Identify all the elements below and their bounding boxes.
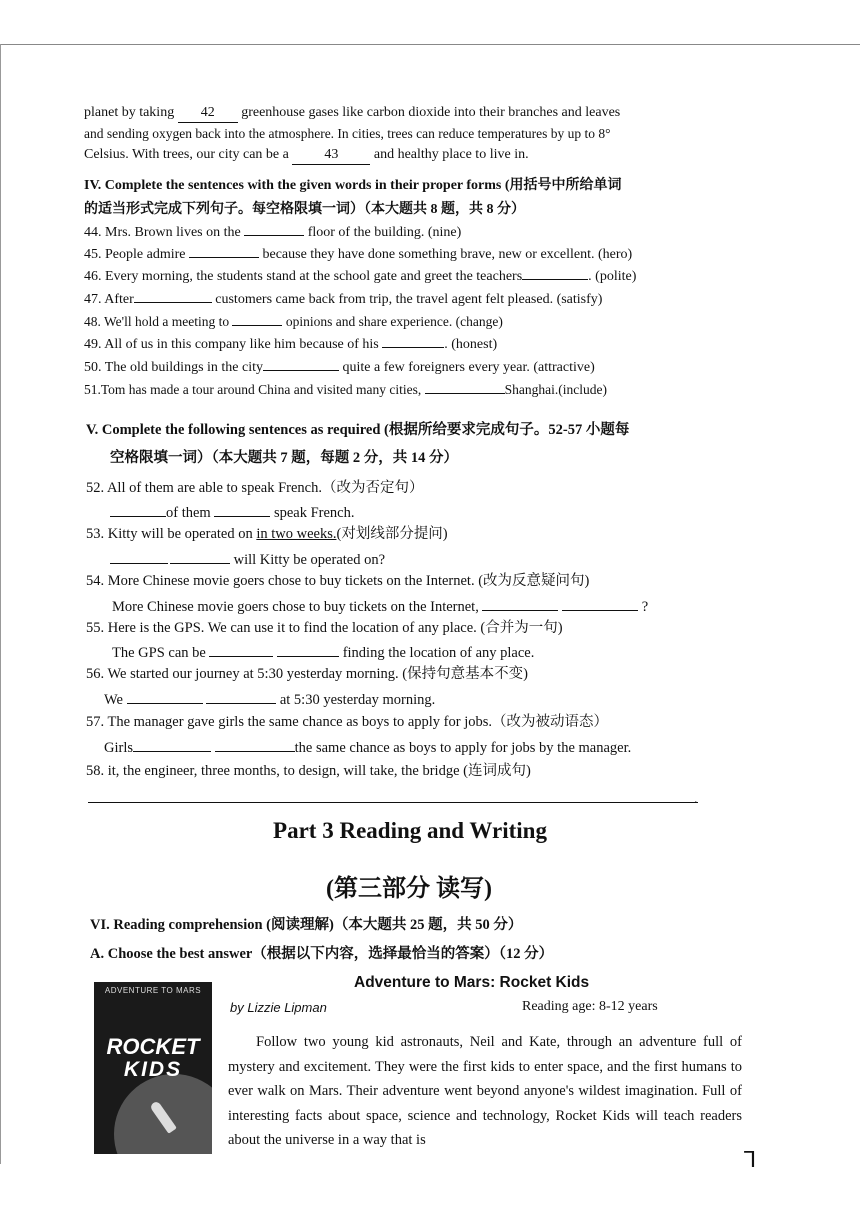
text-fragment: Celsius. With trees, our city can be a <box>84 147 289 162</box>
question-56: 56. We started our journey at 5:30 yesterday morning. (保持句意基本不变) <box>86 666 528 682</box>
question-51 <box>84 379 607 399</box>
question-49 <box>84 333 497 354</box>
question-45 <box>84 243 632 264</box>
book-author: by Lizzie Lipman <box>230 1000 327 1015</box>
cover-series-text: ADVENTURE TO MARS <box>104 986 202 995</box>
answer-blank[interactable] <box>382 333 444 348</box>
text-fragment: and healthy place to live in. <box>373 147 529 162</box>
question-text: because they have done something brave, new or excellent. (hero) <box>262 247 633 262</box>
cover-title-word-1: ROCKET <box>106 1034 200 1059</box>
book-description-text: Follow two young kid astronauts, Neil and Kate, through an adventure full of mystery and excitement. They were the first kids to enter space, and the first humans to ever walk on Mars. Their adventure went beyond anyone's wildest imagination. Full of interesting facts about space, science and technology, Rocket Kids will teach readers about the universe in a way that is <box>228 1034 742 1148</box>
underlined-phrase: in two weeks. <box>256 526 337 542</box>
answer-blank[interactable] <box>425 379 505 394</box>
question-52-answer-line <box>110 502 354 522</box>
question-text: 49. All of us in this company like him because of his <box>84 337 379 352</box>
question-44 <box>84 221 461 242</box>
question-text: . (honest) <box>444 337 498 352</box>
question-57: 57. The manager gave girls the same chance as boys to apply for jobs.（改为被动语态） <box>86 714 609 730</box>
question-text: 50. The old buildings in the city <box>84 360 264 375</box>
book-title: Adventure to Mars: Rocket Kids <box>354 974 590 991</box>
question-text: will Kitty be operated on? <box>233 552 386 568</box>
question-text: 53. Kitty will be operated on <box>86 526 257 542</box>
answer-blank[interactable] <box>110 502 166 517</box>
answer-blank[interactable] <box>244 221 304 236</box>
left-border-line <box>0 44 1 1164</box>
question-55: 55. Here is the GPS. We can use it to find the location of any place. (合并为一句) <box>86 620 563 636</box>
answer-blank[interactable] <box>206 689 276 704</box>
question-text: opinions and share experience. (change) <box>285 314 503 329</box>
answer-blank[interactable] <box>189 243 259 258</box>
answer-blank[interactable] <box>215 737 295 752</box>
answer-blank[interactable] <box>209 642 273 657</box>
question-54: 54. More Chinese movie goers chose to buy tickets on the Internet. (改为反意疑问句) <box>86 573 590 589</box>
section-5-header-line-1: V. Complete the following sentences as required (根据所给要求完成句子。52-57 小题每 <box>86 422 630 438</box>
blank-43 <box>292 146 370 165</box>
answer-blank[interactable] <box>133 737 211 752</box>
question-text: customers came back from trip, the travel agent felt pleased. (satisfy) <box>215 292 603 307</box>
question-55-answer-line <box>112 642 534 662</box>
paragraph-line-1 <box>84 104 620 123</box>
question-48 <box>84 311 503 331</box>
question-text: The GPS can be <box>112 645 206 661</box>
cover-title-word-2: KIDS <box>123 1058 183 1081</box>
question-57-answer-line <box>104 737 631 757</box>
answer-blank[interactable] <box>134 288 212 303</box>
question-53-answer-line <box>110 549 385 569</box>
question-text: 47. After <box>84 292 134 307</box>
question-54-answer-line <box>112 596 648 616</box>
answer-blank[interactable] <box>127 689 203 704</box>
question-text: finding the location of any place. <box>342 645 535 661</box>
section-6-header: VI. Reading comprehension (阅读理解)（本大题共 25 题，共 50 分） <box>90 917 523 933</box>
question-text: of them <box>166 505 211 521</box>
answer-line-period: . <box>694 792 698 807</box>
question-text: 44. Mrs. Brown lives on the <box>84 225 241 240</box>
book-description <box>228 1030 742 1153</box>
question-text: 48. We'll hold a meeting to <box>84 314 230 329</box>
question-instruction: (对划线部分提问) <box>336 526 448 542</box>
answer-blank[interactable] <box>522 265 588 280</box>
question-text: speak French. <box>273 505 355 521</box>
answer-blank[interactable] <box>277 642 339 657</box>
blank-number: 42 <box>200 105 215 120</box>
answer-blank[interactable] <box>232 311 282 326</box>
part-3-title-chinese: (第三部分 读写) <box>326 876 492 902</box>
question-52: 52. All of them are able to speak French.（改为否定句） <box>86 480 424 496</box>
question-text: the same chance as boys to apply for jobs by the manager. <box>294 740 632 756</box>
answer-blank[interactable] <box>110 549 168 564</box>
question-text: We <box>104 692 123 708</box>
section-5-header-line-2: 空格限填一词）（本大题共 7 题，每题 2 分，共 14 分） <box>110 450 458 466</box>
section-a-header: A. Choose the best answer（根据以下内容，选择最恰当的答案）（12 分） <box>90 946 554 962</box>
blank-number: 43 <box>324 147 339 162</box>
question-text: . (polite) <box>588 269 637 284</box>
question-46 <box>84 265 636 286</box>
answer-blank[interactable] <box>562 596 638 611</box>
question-text: More Chinese movie goers chose to buy tickets on the Internet, <box>112 599 479 615</box>
question-text: 51.Tom has made a tour around China and visited many cities, <box>84 382 422 397</box>
question-text: 45. People admire <box>84 247 186 262</box>
answer-blank[interactable] <box>482 596 558 611</box>
reading-age: Reading age: 8-12 years <box>522 999 658 1014</box>
question-text: Girls <box>104 740 133 756</box>
answer-blank[interactable] <box>170 549 230 564</box>
question-text: 46. Every morning, the students stand at the school gate and greet the teachers <box>84 269 523 284</box>
question-text: floor of the building. (nine) <box>307 225 462 240</box>
question-50 <box>84 356 595 377</box>
answer-blank[interactable] <box>214 502 270 517</box>
part-3-title: Part 3 Reading and Writing <box>273 818 547 843</box>
question-56-answer-line <box>104 689 435 709</box>
question-53 <box>86 525 448 543</box>
paragraph-line-3 <box>84 146 529 165</box>
text-fragment: greenhouse gases like carbon dioxide into their branches and leaves <box>241 105 621 120</box>
page-corner-mark: ⅂ <box>744 1148 757 1173</box>
section-4-header-line-1: IV. Complete the sentences with the given words in their proper forms (用括号中所给单词 <box>84 178 622 193</box>
paragraph-line-2: and sending oxygen back into the atmosphere. In cities, trees can reduce temperatures by up to 8° <box>84 126 611 141</box>
question-text: Shanghai.(include) <box>504 382 607 397</box>
section-4-header-line-2: 的适当形式完成下列句子。每空格限填一词）（本大题共 8 题，共 8 分） <box>84 202 525 217</box>
question-58: 58. it, the engineer, three months, to design, will take, the bridge (连词成句) <box>86 763 531 779</box>
question-text: ? <box>641 599 649 615</box>
answer-writing-line[interactable] <box>88 802 698 803</box>
question-text: quite a few foreigners every year. (attractive) <box>342 360 595 375</box>
text-fragment: planet by taking <box>84 105 175 120</box>
blank-42 <box>178 104 238 123</box>
top-border-line <box>0 44 860 45</box>
answer-blank[interactable] <box>263 356 339 371</box>
question-47 <box>84 288 602 309</box>
question-text: at 5:30 yesterday morning. <box>279 692 436 708</box>
book-cover-image <box>94 982 212 1154</box>
